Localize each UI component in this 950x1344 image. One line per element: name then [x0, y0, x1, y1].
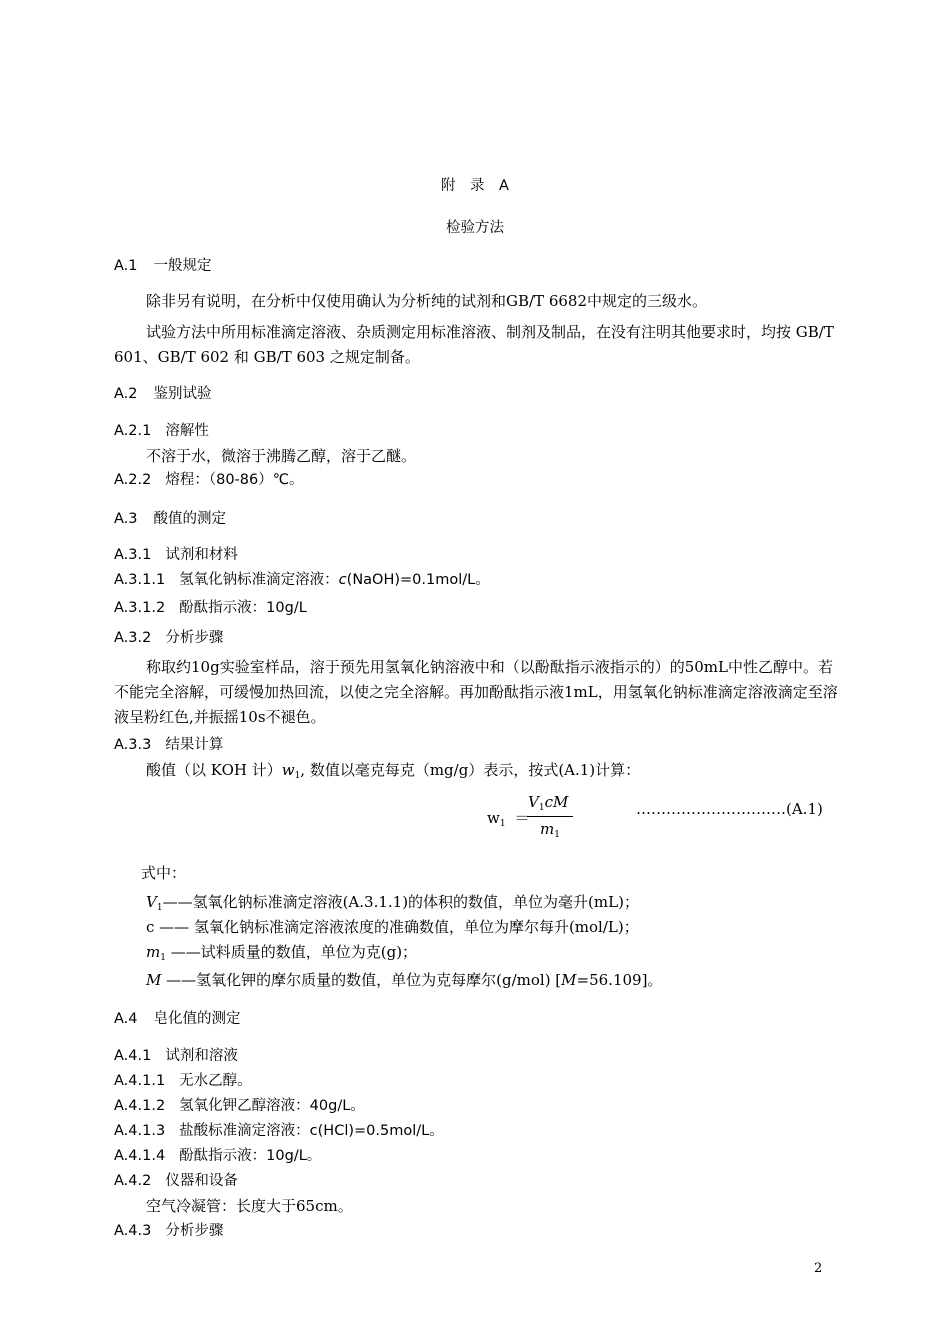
definition-m1 — [146, 942, 950, 968]
where-label: 式中： — [141, 864, 187, 882]
heading-a1 — [114, 256, 950, 276]
section-number: A.4.1 — [114, 1048, 152, 1064]
item-text: 盐酸标准滴定溶液：c(HCl)=0.5mol/L。 — [179, 1123, 444, 1139]
def-sub: 1 — [156, 903, 163, 913]
formula-reference: …………………………(A.1) — [636, 800, 823, 818]
variable-w: w — [281, 761, 295, 779]
section-title: 熔程：（80-86）℃。 — [165, 472, 304, 488]
heading-a41 — [114, 1046, 950, 1066]
definition-M — [146, 970, 950, 990]
item-text: 酚酞指示液：10g/L — [179, 600, 307, 616]
heading-a31 — [114, 545, 950, 565]
formula-numerator — [528, 793, 568, 813]
text-pre: 酸值（以 KOH 计） — [146, 761, 282, 779]
item-text: 无水乙醇。 — [179, 1073, 252, 1089]
fraction-bar — [527, 816, 573, 817]
lhs-var: w — [487, 809, 500, 827]
heading-a22 — [114, 470, 950, 490]
appendix-subtitle: 检验方法 — [446, 220, 504, 236]
formula-denominator — [540, 820, 560, 840]
def-symbol: m — [146, 943, 161, 961]
def-text: —— 氢氧化钠标准滴定溶液浓度的准确数值，单位为摩尔每升(mol/L)； — [154, 918, 639, 936]
den-m: m — [540, 820, 555, 838]
paragraph-a1-1: 除非另有说明，在分析中仅使用确认为分析纯的试剂和GB/T 6682中规定的三级水。 — [146, 292, 708, 310]
item-text-tail: (NaOH)=0.1mol/L。 — [346, 572, 490, 588]
section-title: 皂化值的测定 — [153, 1011, 241, 1027]
heading-a311 — [114, 570, 950, 590]
def-symbol: M — [146, 971, 162, 989]
def-symbol: c — [146, 918, 155, 936]
text-post: , 数值以毫克每克（mg/g）表示，按式(A.1)计算： — [300, 761, 641, 779]
section-number: A.4.1.1 — [114, 1073, 166, 1089]
section-title: 结果计算 — [165, 737, 224, 753]
variable-c: c — [338, 572, 347, 588]
section-number: A.2.2 — [114, 472, 152, 488]
section-number: A.1 — [114, 258, 138, 274]
paragraph-a1-2: 试验方法中所用标准滴定溶液、杂质测定用标准溶液、制剂及制品，在没有注明其他要求时，均按 GB/T 601、GB/T 602 和 GB/T 603 之规定制备。 — [114, 323, 834, 366]
heading-a412 — [114, 1096, 950, 1116]
heading-a411 — [114, 1071, 950, 1091]
section-title: 溶解性 — [165, 423, 209, 439]
section-title: 一般规定 — [153, 258, 212, 274]
text-a21: 不溶于水，微溶于沸腾乙醇，溶于乙醚。 — [146, 447, 417, 465]
section-number: A.3.1.2 — [114, 600, 166, 616]
item-text: 氢氧化钠标准滴定溶液： — [179, 572, 339, 588]
num-rest: cM — [544, 793, 569, 811]
heading-a312 — [114, 598, 950, 618]
subscript: 1 — [294, 771, 301, 781]
section-number: A.4 — [114, 1011, 138, 1027]
section-number: A.2.1 — [114, 423, 152, 439]
heading-a42 — [114, 1171, 950, 1191]
def-symbol: V — [146, 893, 157, 911]
section-number: A.2 — [114, 386, 138, 402]
section-title: 分析步骤 — [165, 1223, 224, 1239]
def-tail-symbol: M — [561, 971, 577, 989]
section-title: 分析步骤 — [165, 630, 224, 646]
text-a42: 空气冷凝管：长度大于65cm。 — [146, 1197, 353, 1215]
paragraph-a32: 称取约10g实验室样品，溶于预先用氢氧化钠溶液中和（以酚酞指示液指示的）的50mL中性乙醇中。若不能完全溶解，可缓慢加热回流，以使之完全溶解。再加酚酞指示液1mL，用氢氧化钠标准滴定溶液滴定至溶液呈粉红色,并振摇10s不褪色。 — [114, 658, 838, 726]
section-number: A.4.3 — [114, 1223, 152, 1239]
definition-c — [146, 917, 950, 937]
heading-a32 — [114, 628, 950, 648]
page-number: 2 — [814, 1261, 823, 1276]
num-V: V — [528, 793, 539, 811]
heading-a3 — [114, 509, 950, 529]
section-number: A.4.1.3 — [114, 1123, 166, 1139]
section-number: A.4.1.2 — [114, 1098, 166, 1114]
den-sub: 1 — [554, 830, 560, 840]
section-number: A.3.1 — [114, 547, 152, 563]
section-number: A.4.1.4 — [114, 1148, 166, 1164]
section-title: 鉴别试验 — [153, 386, 212, 402]
def-tail: =56.109]。 — [576, 971, 663, 989]
item-text: 氢氧化钾乙醇溶液：40g/L。 — [179, 1098, 365, 1114]
heading-a33 — [114, 735, 950, 755]
def-sub: 1 — [160, 953, 166, 963]
appendix-title: 附 录 A — [441, 178, 509, 194]
definition-V1 — [146, 892, 950, 918]
heading-a43 — [114, 1221, 950, 1241]
equals-sign: ＝ — [514, 809, 530, 827]
def-text: ——氢氧化钠标准滴定溶液(A.3.1.1)的体积的数值，单位为毫升(mL)； — [162, 893, 639, 911]
lhs-sub: 1 — [499, 819, 506, 829]
formula-lhs — [487, 807, 529, 829]
heading-a4 — [114, 1009, 950, 1029]
section-number: A.4.2 — [114, 1173, 152, 1189]
heading-a2 — [114, 384, 950, 404]
section-title: 仪器和设备 — [165, 1173, 238, 1189]
heading-a414 — [114, 1146, 950, 1166]
section-title: 试剂和材料 — [165, 547, 238, 563]
section-number: A.3 — [114, 511, 138, 527]
item-text: 酚酞指示液：10g/L。 — [179, 1148, 322, 1164]
def-text: ——试料质量的数值，单位为克(g)； — [165, 943, 418, 961]
section-title: 酸值的测定 — [153, 511, 226, 527]
heading-a21 — [114, 421, 950, 441]
section-number: A.3.2 — [114, 630, 152, 646]
section-number: A.3.1.1 — [114, 572, 166, 588]
num-sub: 1 — [538, 803, 545, 813]
section-title: 试剂和溶液 — [165, 1048, 238, 1064]
def-text: ——氢氧化钾的摩尔质量的数值，单位为克每摩尔(g/mol) [ — [161, 971, 562, 989]
text-a33 — [146, 760, 950, 786]
section-number: A.3.3 — [114, 737, 152, 753]
heading-a413 — [114, 1121, 950, 1141]
